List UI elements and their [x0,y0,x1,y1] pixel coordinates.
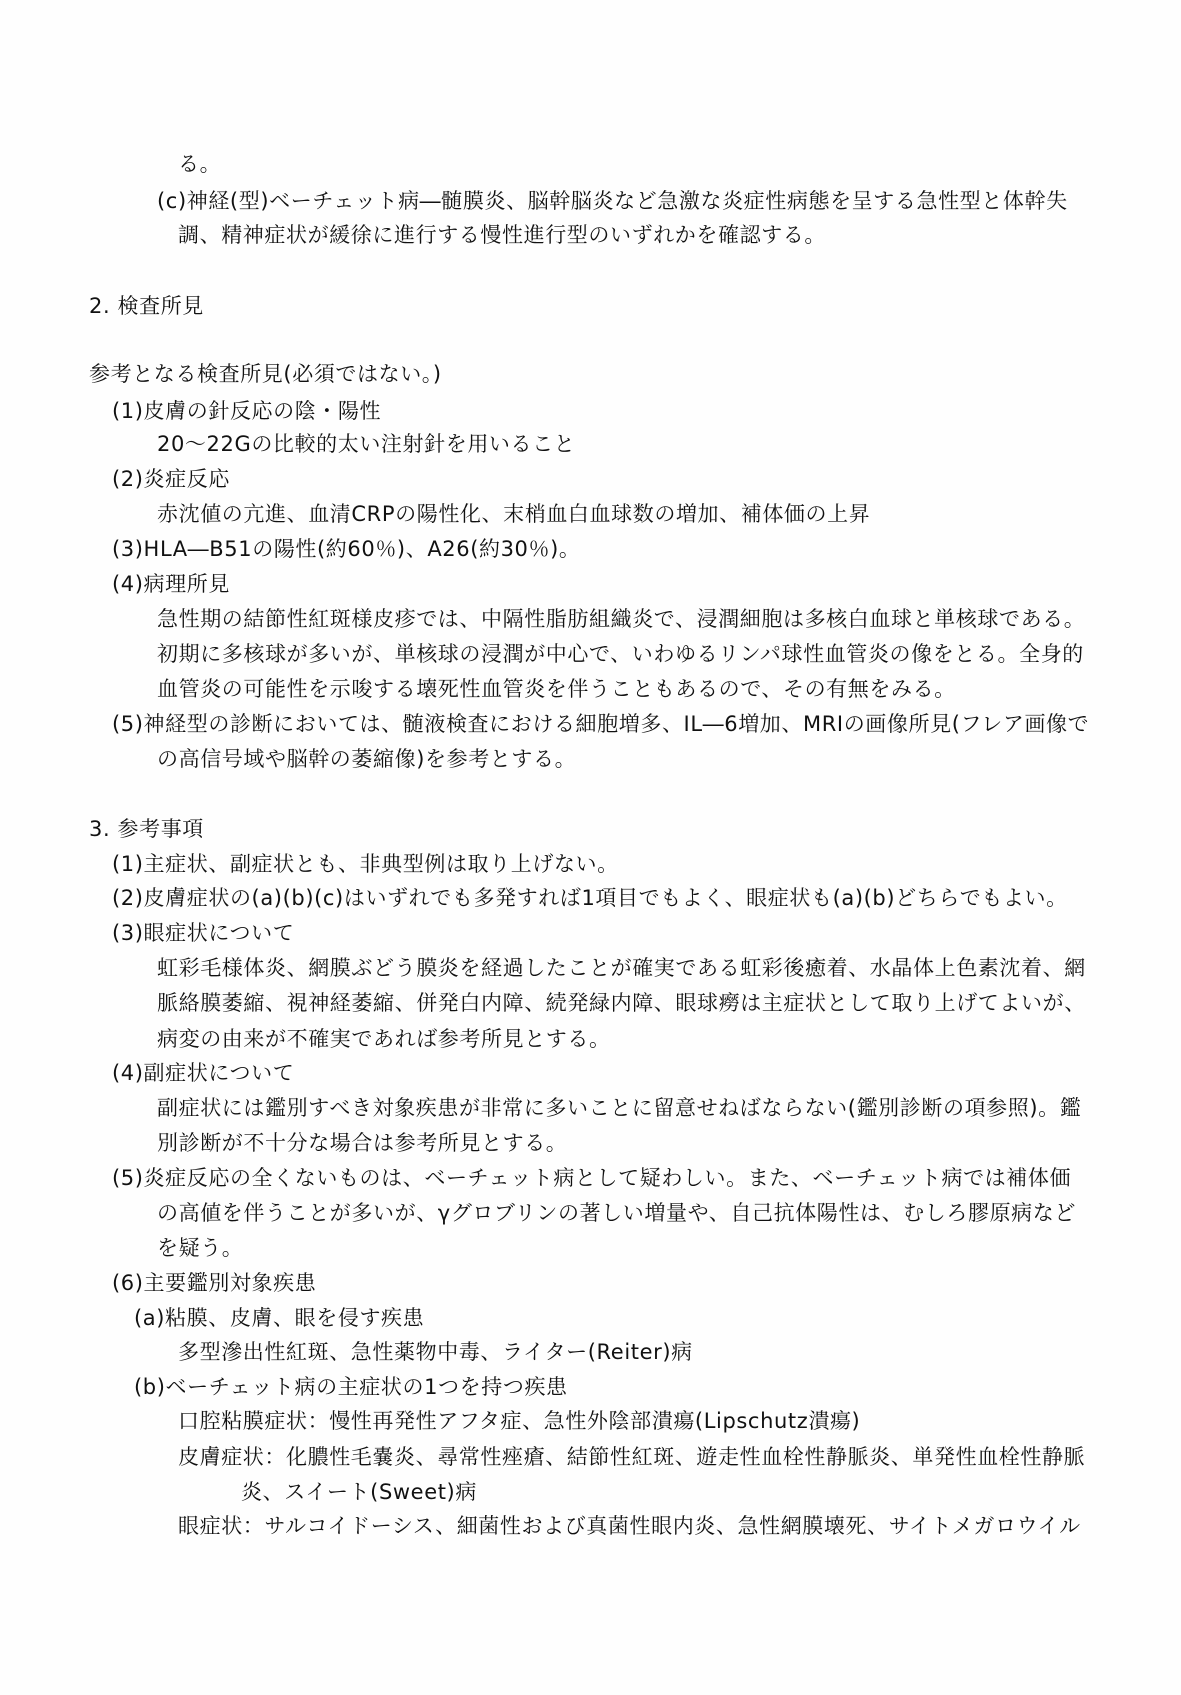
text-line: 初期に多核球が多いが、単核球の浸潤が中心で、いわゆるリンパ球性血管炎の像をとる。全身的 [157,642,1084,666]
text-line: 炎、スイート(Sweet)病 [241,1480,477,1504]
list-item: (2)皮膚症状の(a)(b)(c)はいずれでも多発すれば1項目でもよく、眼症状も(a)(b)どちらでもよい。 [112,886,1068,910]
list-item: (5)神経型の診断においては、髄液検査における細胞増多、IL―6増加、MRIの画像所見(フレア画像で [112,712,1090,736]
text-line: 皮膚症状：化膿性毛嚢炎、尋常性痤瘡、結節性紅斑、遊走性血栓性静脈炎、単発性血栓性静脈 [178,1445,1086,1469]
list-item: (b)ベーチェット病の主症状の1つを持つ疾患 [134,1375,568,1399]
text-line: (c)神経(型)ベーチェット病―髄膜炎、脳幹脳炎など急激な炎症性病態を呈する急性型と体幹失 [157,189,1068,213]
section-heading: 3. 参考事項 [89,817,204,841]
subheading: 参考となる検査所見(必須ではない。) [89,362,442,386]
text-line: 口腔粘膜症状：慢性再発性アフタ症、急性外陰部潰瘍(Lipschutz潰瘍) [178,1409,861,1433]
text-line: 急性期の結節性紅斑様皮疹では、中隔性脂肪組織炎で、浸潤細胞は多核白血球と単核球である。 [157,607,1086,631]
text-line: 虹彩毛様体炎、網膜ぶどう膜炎を経過したことが確実である虹彩後癒着、水晶体上色素沈着、網 [157,956,1086,980]
text-line: 病変の由来が不確実であれば参考所見とする。 [157,1027,611,1051]
list-item: (a)粘膜、皮膚、眼を侵す疾患 [134,1306,425,1330]
list-item: (3)眼症状について [112,921,295,945]
text-line: 血管炎の可能性を示唆する壊死性血管炎を伴うこともあるので、その有無をみる。 [157,677,956,701]
text-line: 別診断が不十分な場合は参考所見とする。 [157,1131,568,1155]
list-item: (5)炎症反応の全くないものは、ベーチェット病として疑わしい。また、ベーチェット病では補体価 [112,1166,1072,1190]
text-line: 20～22Gの比較的太い注射針を用いること [157,432,576,456]
list-item: (1)主症状、副症状とも、非典型例は取り上げない。 [112,852,619,876]
list-item: (4)副症状について [112,1061,295,1085]
text-line: 調、精神症状が緩徐に進行する慢性進行型のいずれかを確認する。 [178,223,826,247]
text-line: る。 [178,152,222,176]
list-item: (2)炎症反応 [112,467,230,491]
text-line: 副症状には鑑別すべき対象疾患が非常に多いことに留意せねばならない(鑑別診断の項参照)。鑑 [157,1096,1082,1120]
text-line: を疑う。 [157,1236,244,1260]
text-line: 赤沈値の亢進、血清CRPの陽性化、末梢血白血球数の増加、補体価の上昇 [157,502,871,526]
list-item: (6)主要鑑別対象疾患 [112,1271,317,1295]
text-line: 多型滲出性紅斑、急性薬物中毒、ライター(Reiter)病 [178,1340,693,1364]
text-line: 眼症状：サルコイドーシス、細菌性および真菌性眼内炎、急性網膜壊死、サイトメガロウイル [178,1514,1081,1538]
list-item: (1)皮膚の針反応の陰・陽性 [112,399,382,423]
list-item: (3)HLA―B51の陽性(約60％)、A26(約30％)。 [112,537,581,561]
text-line: 脈絡膜萎縮、視神経萎縮、併発白内障、続発緑内障、眼球癆は主症状として取り上げてよいが、 [157,991,1086,1015]
list-item: (4)病理所見 [112,572,230,596]
text-line: の高信号域や脳幹の萎縮像)を参考とする。 [157,747,577,771]
text-line: の高値を伴うことが多いが、γグロブリンの著しい増量や、自己抗体陽性は、むしろ膠原病など [157,1201,1076,1225]
section-heading: 2. 検査所見 [89,294,204,318]
